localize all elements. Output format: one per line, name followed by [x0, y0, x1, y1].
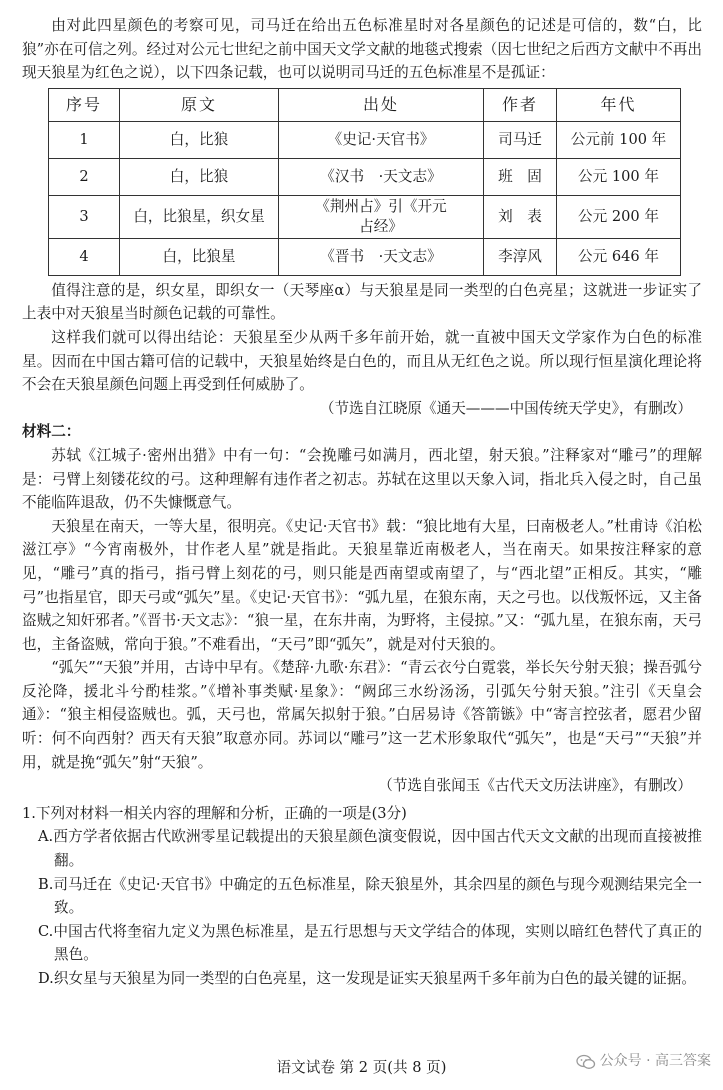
records-table: [48, 88, 681, 276]
cell-index: 4: [49, 238, 120, 275]
header-text: 原文: [120, 88, 279, 121]
cell-index: 1: [49, 121, 120, 158]
note-paragraph: 值得注意的是，织女星，即织女一（天琴座α）与天狼星是同一类型的白色亮星；这就进一步证实了上表中对天狼星当时颜色记载的可靠性。: [22, 281, 702, 323]
material-2-paragraph-3: “弧矢”“天狼”并用，古诗中早有。《楚辞·九歌·东君》：“青云衣兮白霓裳，举长矢兮射天狼；操吾弧兮反沦降，援北斗兮酌桂浆。”《增补事类赋·星象》：“阙邱三水纷汤汤，引弧矢兮射天狼。”注引《天皇会通》：“狼主相侵盗贼也。弧，天弓也，常属矢拟射于狼。”白居易诗《答箭镞》中“寄言控弦者，愿君少留听：何不向西射？西天有天狼”取意亦同。苏词以“雕弓”这一艺术形象取代“弧矢”，也是“天弓”“天狼”并用，就是挽“弧矢”射“天狼”。: [22, 659, 702, 771]
source-citation-1: （节选自江晓原《通天———中国传统天学史》，有删改）: [319, 399, 692, 417]
cell-author: 班 固: [484, 158, 557, 195]
material-2-paragraph-1: 苏轼《江城子·密州出猎》中有一句：“会挽雕弓如满月，西北望，射天狼。”注释家对“雕弓”的理解是：弓臂上刻镂花纹的弓。这种理解有违作者之初志。苏轼在这里以天象入词，指北兵入侵之时，自己虽不能临阵退敌，仍不失慷慨意气。: [22, 446, 702, 512]
material-2-paragraph-2: 天狼星在南天，一等大星，很明亮。《史记·天官书》载：“狼比地有大星，曰南极老人。”杜甫诗《泊松滋江亭》“今宵南极外，甘作老人星”就是指此。天狼星靠近南极老人，当在南天。如果按注释家的意见，“雕弓”真的指弓，指弓臂上刻花的弓，则只能是西南望或南望了，与“西北望”正相反。其实，“雕弓”也指星官，即天弓或“弧矢”星。《史记·天官书》：“弧九星，在狼东南，天之弓也。以伐叛怀远，又主备盗贼之知奸邪者。”《晋书·天文志》：“狼一星，在东井南，为野将，主侵掠。”又：“弧九星，在狼东南，天弓也，主备盗贼，常向于狼。”不难看出，“天弓”即“弧矢”，就是对付天狼的。: [22, 517, 702, 653]
wechat-watermark: [576, 1050, 711, 1074]
header-author: 作者: [484, 88, 557, 121]
cell-text: 白，比狼: [120, 121, 279, 158]
cell-source: 《汉书 ·天文志》: [279, 158, 484, 195]
cell-author: 刘 表: [484, 195, 557, 238]
conclusion-paragraph: 这样我们就可以得出结论：天狼星至少从两千多年前开始，就一直被中国天文学家作为白色的标准星。因而在中国古籍可信的记载中，天狼星始终是白色的，而且从无红色之说。所以现行恒星演化理论将不会在天狼星颜色问题上再受到任何威胁了。: [22, 328, 702, 394]
table-row: [49, 238, 681, 275]
cell-text: 白，比狼星: [120, 238, 279, 275]
cell-year: 公元 100 年: [557, 158, 681, 195]
cell-source: 《史记·天官书》: [279, 121, 484, 158]
option-d: D.织女星与天狼星为同一类型的白色亮星，这一发现是证实天狼星两千多年前为白色的最关键的证据。: [38, 970, 696, 987]
cell-text: 白，比狼: [120, 158, 279, 195]
material-2-heading: 材料二：: [22, 423, 81, 441]
wechat-icon: [576, 1054, 596, 1070]
watermark-text: 公众号 · 高三答案: [599, 1053, 711, 1069]
header-index: 序号: [49, 88, 120, 121]
table-row: [49, 158, 681, 195]
exam-page: [22, 14, 702, 991]
cell-index: 2: [49, 158, 120, 195]
page-footer: 语文试卷 第 2 页(共 8 页): [276, 1059, 447, 1076]
intro-paragraph: 由对此四星颜色的考察可见，司马迁在给出五色标准星时对各星颜色的记述是可信的，数“白，比狼”亦在可信之列。经过对公元七世纪之前中国天文学文献的地毯式搜索（因七世纪之后西方文献中不再出现天狼星为红色之说），以下四条记载，也可以说明司马迁的五色标准星不是孤证：: [22, 17, 702, 82]
table-row: [49, 121, 681, 158]
cell-source: 《晋书 ·天文志》: [279, 238, 484, 275]
table-header-row: [49, 88, 681, 121]
option-b: B.司马迁在《史记·天官书》中确定的五色标准星，除天狼星外，其余四星的颜色与现今观测结果完全一致。: [38, 875, 702, 917]
header-year: 年代: [557, 88, 681, 121]
option-a: A.西方学者依据古代欧洲零星记载提出的天狼星颜色演变假说，因中国古代天文文献的出现而直接被推翻。: [38, 828, 702, 870]
cell-source: 《荆州占》引《开元占经》: [279, 195, 484, 238]
cell-author: 李淳风: [484, 238, 557, 275]
source-citation-2: （节选自张闻玉《古代天文历法讲座》，有删改）: [378, 777, 692, 795]
option-c: C.中国古代将奎宿九定义为黑色标准星，是五行思想与天文学结合的体现，实则以暗红色替代了真正的黑色。: [38, 922, 702, 964]
cell-author: 司马迁: [484, 121, 557, 158]
cell-index: 3: [49, 195, 120, 238]
cell-year: 公元 646 年: [557, 238, 681, 275]
question-stem: 1.下列对材料一相关内容的理解和分析，正确的一项是(3分): [22, 804, 407, 822]
header-source: 出处: [279, 88, 484, 121]
cell-text: 白，比狼星，织女星: [120, 195, 279, 238]
table-row: [49, 195, 681, 238]
cell-year: 公元 200 年: [557, 195, 681, 238]
cell-year: 公元前 100 年: [557, 121, 681, 158]
